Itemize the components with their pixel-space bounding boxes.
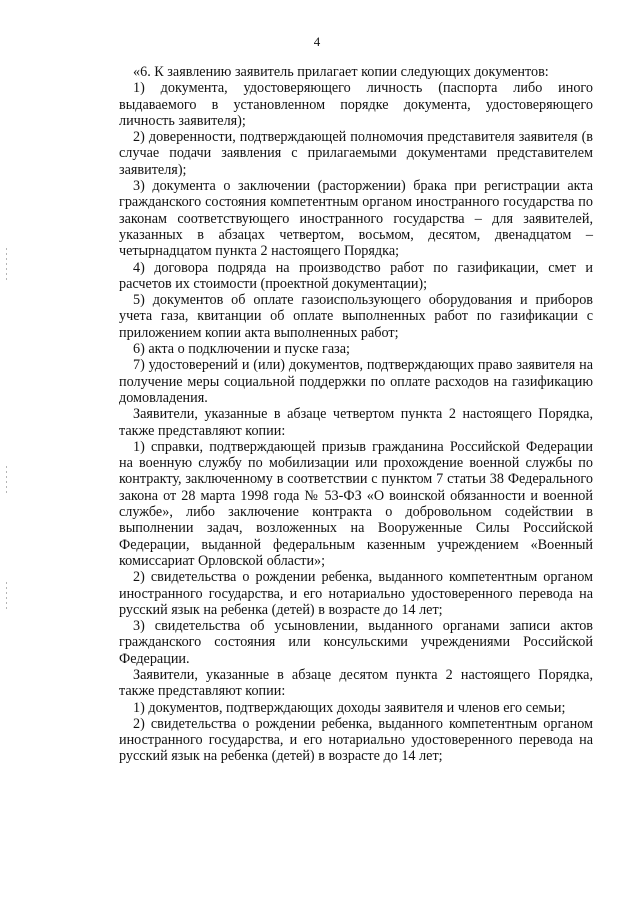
paragraph-item-2: 2) доверенности, подтверждающей полномочия представителя заявителя (в случае подачи заявления с прилагаемыми документами представителем заявителя); bbox=[119, 129, 593, 178]
page-number: 4 bbox=[313, 34, 321, 49]
paragraph-item-6: 6) акта о подключении и пуске газа; bbox=[133, 341, 350, 358]
scan-margin-mark bbox=[6, 466, 7, 494]
paragraph-group-4-item-2: 2) свидетельства о рождении ребенка, выданного компетентным органом иностранного государства, и его нотариально удостоверенного перевода на русский язык на ребенка (детей) в возрасте до 14 лет; bbox=[119, 569, 593, 618]
paragraph-item-1: 1) документа, удостоверяющего личность (паспорта либо иного выдаваемого в установленном порядке документа, удостоверяющего личность заявителя); bbox=[119, 80, 593, 129]
paragraph-item-4: 4) договора подряда на производство работ по газификации, смет и расчетов их стоимости (проектной документации); bbox=[119, 259, 593, 292]
paragraph-group-10-item-1: 1) документов, подтверждающих доходы заявителя и членов его семьи; bbox=[133, 699, 566, 716]
scan-margin-mark bbox=[6, 248, 7, 282]
paragraph-group-4-item-3: 3) свидетельства об усыновлении, выданного органами записи актов гражданского состояния или консульскими учреждениями Российской Федерации. bbox=[119, 618, 593, 667]
paragraph-item-7: 7) удостоверений и (или) документов, подтверждающих право заявителя на получение меры социальной поддержки по оплате расходов на газификацию домовладения. bbox=[119, 357, 593, 406]
paragraph-group-4: Заявители, указанные в абзаце четвертом пункта 2 настоящего Порядка, также представляют копии: bbox=[119, 406, 593, 439]
paragraph-group-10: Заявители, указанные в абзаце десятом пункта 2 настоящего Порядка, также представляют копии: bbox=[119, 666, 593, 700]
document-body bbox=[119, 64, 593, 765]
paragraph-intro: «6. К заявлению заявитель прилагает копии следующих документов: bbox=[133, 64, 549, 80]
paragraph-group-4-item-1: 1) справки, подтверждающей призыв гражданина Российской Федерации на военную службу по мобилизации или прохождение военной службы по контракту, заключенному в соответствии с пунктом 7 статьи 38 Федерального закона от 28 марта 1998 года № 53-ФЗ «О воинской обязанности и военной службе», либо заключение контракта о добровольном содействии в выполнении задач, возложенных на Вооруженные Силы Российской Федерации, выданной федеральным казенным учреждением «Военный комиссариат Орловской области»; bbox=[119, 438, 593, 569]
paragraph-item-5: 5) документов об оплате газоиспользующего оборудования и приборов учета газа, квитанции об оплате выполненных работ по газификации с приложением копии акта выполненных работ; bbox=[119, 292, 593, 341]
paragraph-group-10-item-2: 2) свидетельства о рождении ребенка, выданного компетентным органом иностранного государства, и его нотариально удостоверенного перевода на русский язык на ребенка (детей) в возрасте до 14 лет; bbox=[119, 715, 593, 765]
scan-margin-mark bbox=[6, 582, 7, 612]
paragraph-item-3: 3) документа о заключении (расторжении) брака при регистрации акта гражданского состояния компетентным органом иностранного государства по законам соответствующего иностранного государства – для заявителей, указанных в абзацах четвертом, восьмом, десятом, двенадцатом – четырнадцатом пункта 2 настоящего Порядка; bbox=[119, 178, 593, 260]
